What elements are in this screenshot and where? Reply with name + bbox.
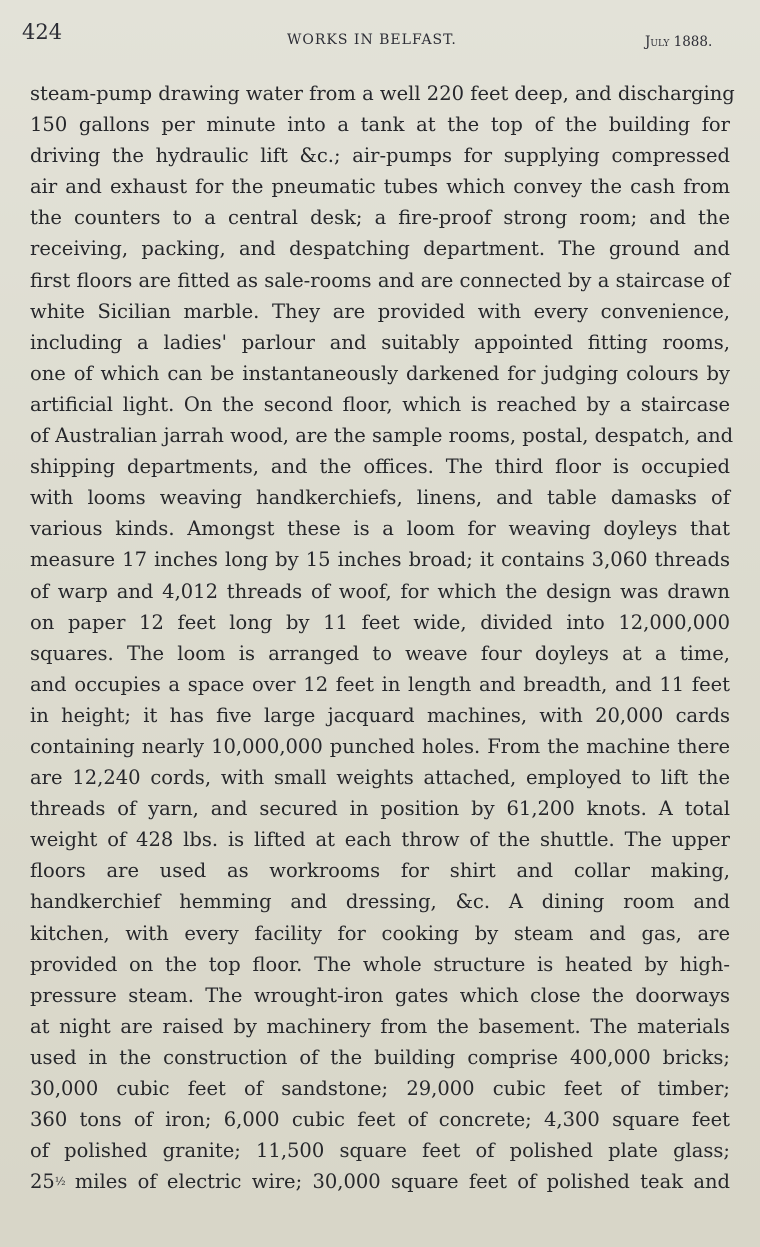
text-line: receiving, packing, and despatching department. The ground and — [30, 237, 730, 261]
text-line: threads of yarn, and secured in position by 61,200 knots. A total — [30, 797, 730, 821]
body-text — [30, 78, 735, 1197]
line-text: miles of electric wire; 30,000 square feet of polished teak and — [64, 1170, 730, 1194]
running-header — [0, 18, 760, 48]
text-line: are 12,240 cords, with small weights attached, employed to lift the — [30, 766, 730, 790]
text-line: at night are raised by machinery from the basement. The materials — [30, 1014, 730, 1038]
text-line: weight of 428 lbs. is lifted at each throw of the shuttle. The upper — [30, 828, 730, 852]
text-line-last — [30, 1166, 730, 1197]
text-line: steam-pump drawing water from a well 220 feet deep, and discharging — [30, 82, 735, 105]
text-line: of polished granite; 11,500 square feet of polished plate glass; — [30, 1139, 730, 1163]
text-line: first floors are fitted as sale-rooms and are connected by a staircase of — [30, 268, 730, 292]
text-line: the counters to a central desk; a fire-proof strong room; and the — [30, 206, 730, 230]
text-line: in height; it has five large jacquard machines, with 20,000 cards — [30, 703, 730, 727]
text-line: 360 tons of iron; 6,000 cubic feet of concrete; 4,300 square feet — [30, 1108, 730, 1132]
text-line: floors are used as workrooms for shirt and collar making, — [30, 859, 730, 883]
running-title: WORKS IN BELFAST. — [287, 32, 457, 48]
text-line: provided on the top floor. The whole structure is heated by high- — [30, 952, 730, 976]
text-line: artificial light. On the second floor, which is reached by a staircase — [30, 392, 730, 416]
text-line: various kinds. Amongst these is a loom for weaving doyleys that — [30, 517, 730, 541]
text-line: on paper 12 feet long by 11 feet wide, divided into 12,000,000 — [30, 610, 730, 634]
text-line: handkerchief hemming and dressing, &c. A dining room and — [30, 890, 730, 914]
text-line: 150 gallons per minute into a tank at the top of the building for — [30, 113, 730, 137]
issue-date: July 1888. — [645, 34, 713, 50]
fraction: ½ — [54, 1175, 65, 1189]
text-line: and occupies a space over 12 feet in length and breadth, and 11 feet — [30, 672, 730, 696]
page-number: 424 — [22, 20, 63, 44]
text-line: air and exhaust for the pneumatic tubes which convey the cash from — [30, 175, 730, 199]
text-line: containing nearly 10,000,000 punched holes. From the machine there — [30, 734, 730, 758]
text-line: one of which can be instantaneously darkened for judging colours by — [30, 361, 730, 385]
text-line: used in the construction of the building comprise 400,000 bricks; — [30, 1045, 730, 1069]
text-line: measure 17 inches long by 15 inches broad; it contains 3,060 threads — [30, 548, 730, 572]
text-line: shipping departments, and the offices. The third floor is occupied — [30, 455, 730, 479]
text-line: with looms weaving handkerchiefs, linens, and table damasks of — [30, 486, 730, 510]
text-line: of warp and 4,012 threads of woof, for which the design was drawn — [30, 579, 730, 603]
text-line: squares. The loom is arranged to weave four doyleys at a time, — [30, 641, 730, 665]
text-line: of Australian jarrah wood, are the sample rooms, postal, despatch, and — [30, 424, 734, 448]
text-line: including a ladies' parlour and suitably appointed fitting rooms, — [30, 330, 730, 354]
text-line: white Sicilian marble. They are provided with every convenience, — [30, 299, 730, 323]
number: 25 — [30, 1170, 55, 1194]
text-line: driving the hydraulic lift &c.; air-pumps for supplying compressed — [30, 144, 730, 168]
text-line: 30,000 cubic feet of sandstone; 29,000 cubic feet of timber; — [30, 1077, 730, 1100]
text-line: kitchen, with every facility for cooking by steam and gas, are — [30, 921, 730, 945]
text-line: pressure steam. The wrought-iron gates which close the doorways — [30, 983, 730, 1007]
